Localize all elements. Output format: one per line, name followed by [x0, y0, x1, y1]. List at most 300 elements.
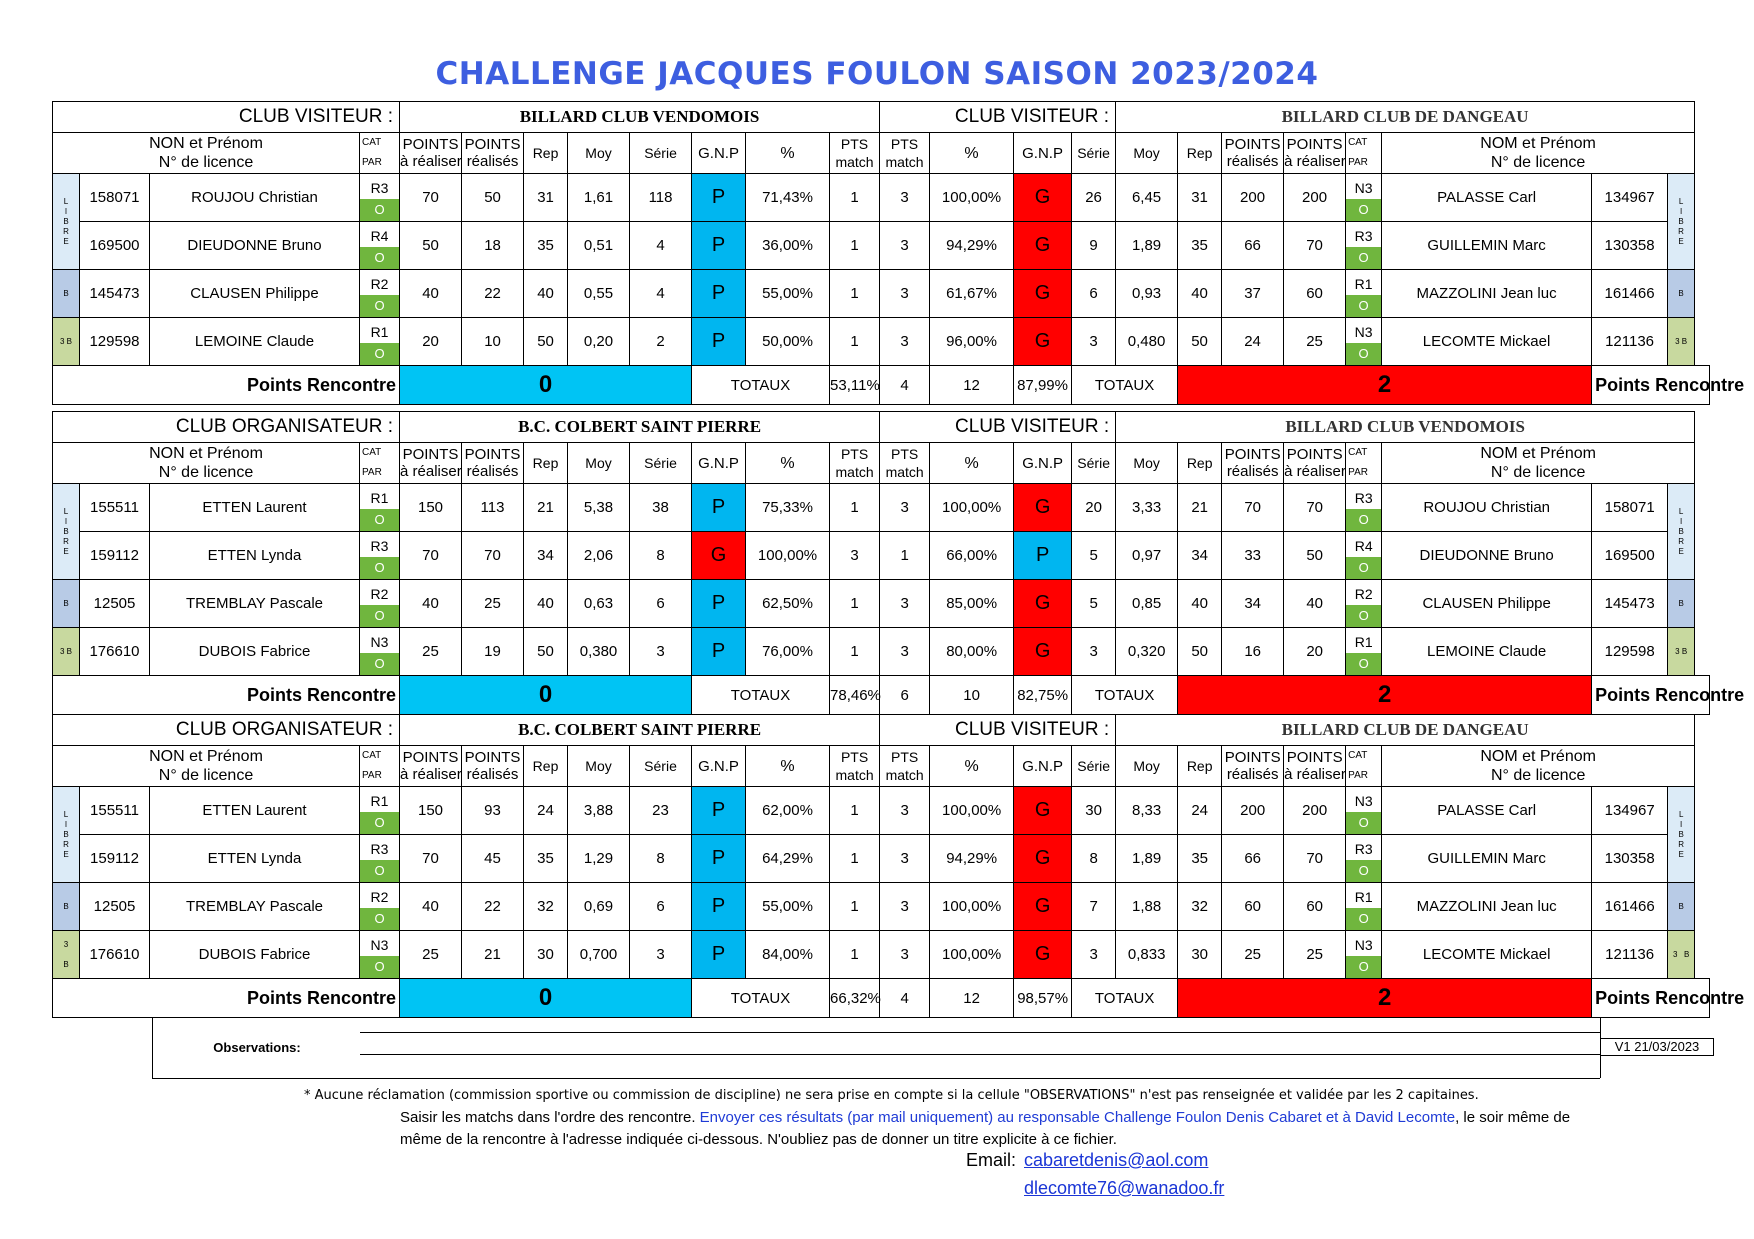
innings: 50	[524, 318, 568, 366]
innings: 30	[1178, 931, 1222, 979]
col-points-label: POINTS	[1224, 749, 1281, 766]
col-gnp: G.N.P	[1014, 443, 1072, 484]
col-name-right	[1382, 133, 1695, 174]
type-letter: E	[63, 849, 69, 859]
average: 0,69	[568, 883, 630, 931]
table-row	[53, 484, 1710, 532]
par-value: O	[360, 605, 399, 627]
col-cat	[1346, 133, 1382, 174]
col-pts-match	[830, 133, 880, 174]
points-scored: 70	[1222, 484, 1284, 532]
category-cell	[1346, 222, 1382, 270]
percentage: 71,43%	[746, 174, 830, 222]
player-name: ROUJOU Christian	[1382, 484, 1592, 532]
percentage: 94,29%	[930, 835, 1014, 883]
match-points: 1	[830, 484, 880, 532]
observations-label: Observations:	[152, 1017, 361, 1079]
best-series: 6	[1072, 270, 1116, 318]
points-to-score: 60	[1284, 270, 1346, 318]
category-cell	[1346, 931, 1382, 979]
player-name: ETTEN Laurent	[150, 484, 360, 532]
category-cell	[360, 835, 400, 883]
left-points-rencontre: 0	[400, 366, 692, 405]
col-gnp: G.N.P	[692, 443, 746, 484]
innings: 50	[1178, 318, 1222, 366]
result-gnp: P	[692, 318, 746, 366]
right-total-pct: 82,75%	[1014, 676, 1072, 715]
points-scored: 200	[1222, 174, 1284, 222]
table-row	[53, 532, 1710, 580]
left-club-name: B.C. COLBERT SAINT PIERRE	[400, 715, 880, 746]
points-to-score: 70	[1284, 835, 1346, 883]
col-realiser-label: à réaliser	[1284, 463, 1346, 480]
result-gnp: G	[1014, 580, 1072, 628]
percentage: 75,33%	[746, 484, 830, 532]
category: R2	[370, 888, 389, 905]
points-to-score: 70	[400, 532, 462, 580]
type-libre	[53, 174, 80, 270]
col-realises-label: réalisés	[1226, 463, 1279, 480]
type-libre	[53, 787, 80, 883]
result-gnp: P	[692, 628, 746, 676]
innings: 30	[524, 931, 568, 979]
right-total-pct: 87,99%	[1014, 366, 1072, 405]
col-pct: %	[746, 443, 830, 484]
col-moy: Moy	[568, 746, 630, 787]
col-points-realiser	[1284, 443, 1346, 484]
points-to-score: 25	[1284, 931, 1346, 979]
match-points: 3	[830, 532, 880, 580]
col-serie: Série	[630, 133, 692, 174]
col-name-left	[53, 746, 360, 787]
average: 5,38	[568, 484, 630, 532]
licence-number: 169500	[80, 222, 150, 270]
average: 0,833	[1116, 931, 1178, 979]
type-bande: B	[53, 270, 80, 318]
col-points-realises	[1222, 133, 1284, 174]
player-name: GUILLEMIN Marc	[1382, 835, 1592, 883]
col-licence-label: N° de licence	[1490, 767, 1586, 784]
licence-number: 129598	[1592, 628, 1668, 676]
par-value: O	[1346, 343, 1381, 365]
result-gnp: G	[1014, 174, 1072, 222]
type-3-bandes: 3 B	[53, 628, 80, 676]
innings: 32	[524, 883, 568, 931]
player-name: ETTEN Lynda	[150, 532, 360, 580]
percentage: 55,00%	[746, 883, 830, 931]
type-libre	[53, 484, 80, 580]
average: 1,89	[1116, 835, 1178, 883]
innings: 40	[1178, 270, 1222, 318]
player-name: TREMBLAY Pascale	[150, 580, 360, 628]
left-club-name: B.C. COLBERT SAINT PIERRE	[400, 412, 880, 443]
col-name-label: NON et Prénom	[149, 445, 263, 462]
points-to-score: 40	[400, 883, 462, 931]
col-serie: Série	[1072, 443, 1116, 484]
col-cat-label: CAT	[1348, 750, 1368, 761]
category: R1	[1354, 888, 1373, 905]
par-value: O	[360, 295, 399, 317]
player-name: MAZZOLINI Jean luc	[1382, 883, 1592, 931]
col-points-label: POINTS	[1286, 446, 1343, 463]
table-row	[53, 174, 1710, 222]
col-serie: Série	[1072, 133, 1116, 174]
match-table	[52, 714, 1745, 1018]
percentage: 64,29%	[746, 835, 830, 883]
points-scored: 66	[1222, 222, 1284, 270]
match-block	[52, 714, 1745, 1018]
category-cell	[1346, 883, 1382, 931]
par-value: O	[1346, 653, 1381, 675]
type-3-bandes: 3 B	[1668, 931, 1695, 979]
innings: 35	[1178, 222, 1222, 270]
col-pts-label: PTS	[891, 446, 919, 462]
licence-number: 130358	[1592, 222, 1668, 270]
licence-number: 161466	[1592, 883, 1668, 931]
category-cell	[1346, 787, 1382, 835]
average: 0,63	[568, 580, 630, 628]
type-letter: L	[63, 506, 69, 516]
innings: 40	[1178, 580, 1222, 628]
match-points: 1	[830, 628, 880, 676]
best-series: 5	[1072, 580, 1116, 628]
points-scored: 60	[1222, 883, 1284, 931]
average: 3,88	[568, 787, 630, 835]
best-series: 23	[630, 787, 692, 835]
average: 0,93	[1116, 270, 1178, 318]
col-pct: %	[930, 133, 1014, 174]
points-scored: 66	[1222, 835, 1284, 883]
innings: 21	[524, 484, 568, 532]
totaux-label: TOTAUX	[1072, 676, 1178, 715]
table-row	[53, 835, 1710, 883]
points-rencontre-label: Points Rencontre	[53, 979, 400, 1018]
points-scored: 34	[1222, 580, 1284, 628]
category: R3	[1354, 489, 1373, 506]
left-club-role: CLUB ORGANISATEUR :	[53, 715, 400, 746]
type-letter: R	[63, 839, 69, 849]
category-cell	[360, 883, 400, 931]
percentage: 100,00%	[746, 532, 830, 580]
table-row	[53, 931, 1710, 979]
col-match-label: match	[885, 154, 924, 170]
col-realiser-label: à réaliser	[1284, 766, 1346, 783]
col-points-label: POINTS	[1286, 749, 1343, 766]
category-cell	[1346, 580, 1382, 628]
match-points: 1	[830, 318, 880, 366]
par-value: O	[360, 956, 399, 978]
col-moy: Moy	[1116, 133, 1178, 174]
average: 0,55	[568, 270, 630, 318]
col-pts-label: PTS	[840, 446, 869, 462]
percentage: 80,00%	[930, 628, 1014, 676]
licence-number: 176610	[80, 628, 150, 676]
category-cell	[360, 532, 400, 580]
best-series: 9	[1072, 222, 1116, 270]
points-scored: 10	[462, 318, 524, 366]
points-scored: 16	[1222, 628, 1284, 676]
percentage: 94,29%	[930, 222, 1014, 270]
totaux-label: TOTAUX	[692, 979, 830, 1018]
result-gnp: G	[1014, 883, 1072, 931]
category: N3	[1354, 323, 1373, 340]
col-realiser-label: à réaliser	[1284, 153, 1346, 170]
col-name-label: NON et Prénom	[149, 135, 263, 152]
points-to-score: 25	[400, 628, 462, 676]
best-series: 4	[630, 222, 692, 270]
category-cell	[1346, 318, 1382, 366]
email-link-lecomte[interactable]: dlecomte76@wanadoo.fr	[1024, 1178, 1225, 1198]
col-pts-label: PTS	[840, 749, 869, 765]
type-letter: L	[63, 196, 69, 206]
best-series: 8	[1072, 835, 1116, 883]
percentage: 61,67%	[930, 270, 1014, 318]
instructions-part-c: , le soir même de	[1455, 1109, 1571, 1126]
col-moy: Moy	[568, 133, 630, 174]
observations-box	[152, 1017, 1714, 1079]
player-name: DUBOIS Fabrice	[150, 931, 360, 979]
best-series: 3	[1072, 931, 1116, 979]
col-rep: Rep	[524, 133, 568, 174]
points-scored: 21	[462, 931, 524, 979]
col-realiser-label: à réaliser	[400, 463, 462, 480]
col-points-label: POINTS	[1224, 446, 1281, 463]
best-series: 3	[630, 931, 692, 979]
innings: 40	[524, 270, 568, 318]
innings: 50	[1178, 628, 1222, 676]
type-bande: B	[53, 883, 80, 931]
totaux-label: TOTAUX	[692, 676, 830, 715]
match-points: 3	[880, 484, 930, 532]
left-total-pct: 66,32%	[830, 979, 880, 1018]
par-value: O	[360, 653, 399, 675]
type-letter: R	[63, 226, 69, 236]
category-cell	[1346, 628, 1382, 676]
type-libre	[1668, 787, 1695, 883]
type-3-bandes	[53, 931, 80, 979]
col-pct: %	[930, 443, 1014, 484]
best-series: 3	[630, 628, 692, 676]
par-value: O	[1346, 956, 1381, 978]
best-series: 3	[1072, 318, 1116, 366]
col-serie: Série	[630, 443, 692, 484]
col-name-label: NON et Prénom	[149, 748, 263, 765]
licence-number: 121136	[1592, 318, 1668, 366]
licence-number: 159112	[80, 835, 150, 883]
col-par-label: PAR	[1348, 770, 1368, 781]
col-moy: Moy	[568, 443, 630, 484]
points-to-score: 20	[400, 318, 462, 366]
match-block	[52, 411, 1745, 715]
type-letter: E	[1678, 849, 1684, 859]
type-letter: 3	[63, 939, 69, 949]
category-cell	[360, 931, 400, 979]
average: 0,97	[1116, 532, 1178, 580]
result-gnp: G	[1014, 484, 1072, 532]
best-series: 6	[630, 883, 692, 931]
col-licence-label: N° de licence	[1490, 464, 1586, 481]
percentage: 100,00%	[930, 787, 1014, 835]
col-pts-match	[830, 443, 880, 484]
licence-number: 145473	[80, 270, 150, 318]
col-points-label: POINTS	[1224, 136, 1281, 153]
left-total-pct: 53,11%	[830, 366, 880, 405]
average: 8,33	[1116, 787, 1178, 835]
right-club-name: BILLARD CLUB DE DANGEAU	[1116, 715, 1695, 746]
col-points-realises	[462, 133, 524, 174]
right-total-pct: 98,57%	[1014, 979, 1072, 1018]
type-letter: L	[1678, 809, 1684, 819]
match-points: 3	[880, 222, 930, 270]
result-gnp: G	[692, 532, 746, 580]
category: R1	[370, 489, 389, 506]
col-points-realiser	[1284, 133, 1346, 174]
type-letter: I	[64, 206, 68, 216]
type-letter: I	[64, 516, 68, 526]
best-series: 7	[1072, 883, 1116, 931]
par-value: O	[360, 247, 399, 269]
category: N3	[1354, 179, 1373, 196]
col-cat-label: CAT	[1348, 447, 1368, 458]
category: R1	[370, 323, 389, 340]
col-rep: Rep	[524, 443, 568, 484]
points-to-score: 25	[1284, 318, 1346, 366]
category-cell	[1346, 835, 1382, 883]
type-letter: I	[64, 819, 68, 829]
points-to-score: 70	[400, 174, 462, 222]
col-cat	[1346, 443, 1382, 484]
type-letter: I	[1680, 516, 1683, 526]
category-cell	[360, 174, 400, 222]
col-pct: %	[746, 746, 830, 787]
instructions-note-2: même de la rencontre à l'adresse indiquée ci-dessous. N'oubliez pas de donner un titre explicite à ce fichier.	[400, 1131, 1117, 1148]
result-gnp: G	[1014, 787, 1072, 835]
version-label: V1 21/03/2023	[1600, 1038, 1714, 1056]
innings: 32	[1178, 883, 1222, 931]
innings: 31	[524, 174, 568, 222]
licence-number: 176610	[80, 931, 150, 979]
category: R1	[1354, 633, 1373, 650]
col-points-label: POINTS	[1286, 136, 1343, 153]
licence-number: 159112	[80, 532, 150, 580]
points-scored: 24	[1222, 318, 1284, 366]
innings: 50	[524, 628, 568, 676]
match-points: 3	[880, 931, 930, 979]
player-name: ETTEN Lynda	[150, 835, 360, 883]
type-letter: I	[1679, 206, 1683, 216]
match-points: 3	[880, 835, 930, 883]
points-scored: 19	[462, 628, 524, 676]
points-scored: 70	[462, 532, 524, 580]
type-letter: B	[63, 959, 69, 969]
col-pts-match	[880, 746, 930, 787]
left-club-role: CLUB ORGANISATEUR :	[53, 412, 400, 443]
player-name: TREMBLAY Pascale	[150, 883, 360, 931]
col-realises-label: réalisés	[1226, 153, 1279, 170]
percentage: 85,00%	[930, 580, 1014, 628]
result-gnp: P	[692, 931, 746, 979]
points-scored: 37	[1222, 270, 1284, 318]
category-cell	[360, 270, 400, 318]
licence-number: 12505	[80, 883, 150, 931]
col-moy: Moy	[1116, 746, 1178, 787]
licence-number: 158071	[1592, 484, 1668, 532]
table-row	[53, 318, 1710, 366]
email-link-cabaret[interactable]: cabaretdenis@aol.com	[1024, 1150, 1209, 1170]
col-points-realises	[462, 746, 524, 787]
par-value: O	[1346, 295, 1381, 317]
left-total-pts: 6	[880, 676, 930, 715]
points-to-score: 70	[1284, 222, 1346, 270]
licence-number: 169500	[1592, 532, 1668, 580]
match-points: 1	[830, 931, 880, 979]
par-value: O	[360, 908, 399, 930]
percentage: 100,00%	[930, 484, 1014, 532]
player-name: CLAUSEN Philippe	[1382, 580, 1592, 628]
right-club-name: BILLARD CLUB DE DANGEAU	[1116, 102, 1695, 133]
category: N3	[370, 936, 389, 953]
category: R2	[370, 585, 389, 602]
percentage: 66,00%	[930, 532, 1014, 580]
category: R4	[1354, 537, 1373, 554]
average: 0,20	[568, 318, 630, 366]
col-pts-match	[880, 133, 930, 174]
category: R3	[370, 179, 389, 196]
left-club-name: BILLARD CLUB VENDOMOIS	[400, 102, 880, 133]
type-letter: R	[1678, 839, 1685, 849]
points-to-score: 50	[400, 222, 462, 270]
match-points: 3	[880, 787, 930, 835]
col-par-label: PAR	[362, 157, 382, 168]
table-row	[53, 270, 1710, 318]
col-rep: Rep	[1178, 443, 1222, 484]
category-cell	[360, 580, 400, 628]
col-points-realiser	[400, 443, 462, 484]
category: R4	[370, 227, 389, 244]
col-par-label: PAR	[362, 467, 382, 478]
col-pct: %	[746, 133, 830, 174]
player-name: LECOMTE Mickael	[1382, 318, 1592, 366]
percentage: 100,00%	[930, 174, 1014, 222]
col-gnp: G.N.P	[692, 133, 746, 174]
type-bande: B	[1668, 580, 1695, 628]
percentage: 76,00%	[746, 628, 830, 676]
col-cat-label: CAT	[362, 137, 382, 148]
category: R1	[1354, 275, 1373, 292]
best-series: 38	[630, 484, 692, 532]
licence-number: 155511	[80, 787, 150, 835]
player-name: DIEUDONNE Bruno	[1382, 532, 1592, 580]
category: R3	[370, 840, 389, 857]
col-name-left	[53, 443, 360, 484]
average: 0,380	[568, 628, 630, 676]
innings: 24	[524, 787, 568, 835]
par-value: O	[1346, 199, 1381, 221]
par-value: O	[360, 557, 399, 579]
col-pts-label: PTS	[890, 136, 919, 152]
licence-number: 161466	[1592, 270, 1668, 318]
category: R2	[1354, 585, 1373, 602]
average: 3,33	[1116, 484, 1178, 532]
points-to-score: 200	[1284, 174, 1346, 222]
result-gnp: G	[1014, 270, 1072, 318]
player-name: LECOMTE Mickael	[1382, 931, 1592, 979]
col-name-right	[1382, 443, 1695, 484]
points-to-score: 25	[400, 931, 462, 979]
percentage: 36,00%	[746, 222, 830, 270]
col-cat	[360, 133, 400, 174]
type-letter: L	[1678, 196, 1684, 206]
